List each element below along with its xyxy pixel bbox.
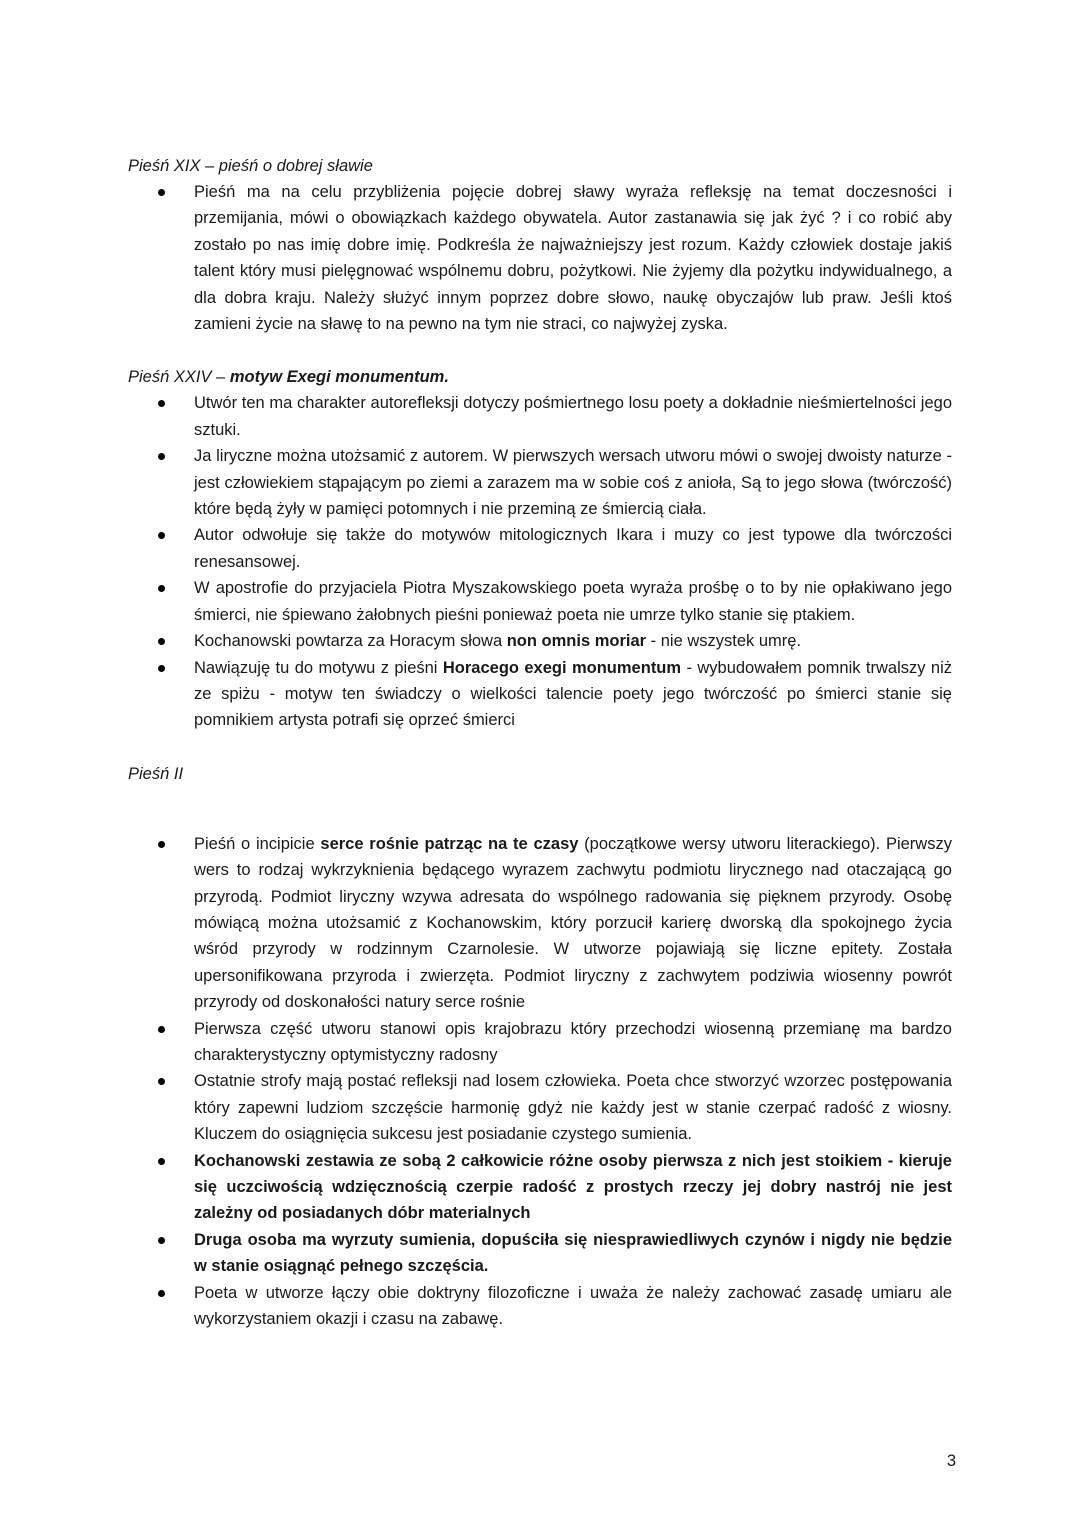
item-text-pre: Pieśń o incipicie — [194, 834, 321, 853]
list-item — [128, 522, 952, 575]
list-item — [128, 655, 952, 734]
bullet-icon — [158, 585, 165, 592]
bullet-list-piesn-xix — [128, 179, 952, 337]
list-item — [128, 390, 952, 443]
item-text: Ostatnie strofy mają postać refleksji nad losem człowieka. Poeta chce stworzyć wzorzec postępowania który zapewni ludziom szczęście harmonię gdyż nie każdy jest w stanie czerpać radość z wiosny. Kluczem do osiągnięcia sukcesu jest posiadanie czystego sumienia. — [194, 1072, 952, 1144]
heading-text: Pieśń XIX – pieśń o dobrej sławie — [128, 157, 373, 175]
item-text: Utwór ten ma charakter autorefleksji dotyczy pośmiertnego losu poety a dokładnie nieśmiertelności jego sztuki. — [194, 394, 952, 439]
list-item — [128, 831, 952, 1016]
heading-text: Pieśń XXIV – — [128, 368, 230, 387]
list-item — [128, 1148, 952, 1227]
bullet-icon — [158, 1158, 165, 1165]
item-text: Ja liryczne można utożsamić z autorem. W pierwszych wersach utworu mówi o swojej dwoisty naturze - jest człowiekiem stąpającym po ziemi a zarazem ma w sobie coś z anioła, Są to jego słowa (twórczość) które będą żyły w pamięci potomnych i nie przeminą ze śmiercią ciała. — [194, 447, 952, 519]
item-text: W apostrofie do przyjaciela Piotra Myszakowskiego poeta wyraża prośbę o to by nie opłakiwano jego śmierci, nie śpiewano żałobnych pieśni ponieważ poeta nie umrze tylko stanie się ptakiem. — [194, 579, 952, 624]
item-text: Poeta w utworze łączy obie doktryny filozoficzne i uważa że należy zachować zasadę umiaru ale wykorzystaniem okazji i czasu na zabawę. — [194, 1283, 952, 1329]
section-heading-piesn-xxiv — [128, 364, 952, 390]
item-text-bold: non omnis moriar — [506, 632, 647, 651]
page-content — [128, 153, 952, 1332]
list-item — [128, 628, 952, 654]
section-heading-piesn-ii — [128, 761, 952, 787]
list-item — [128, 1227, 952, 1280]
item-text-post: - wybudowałem pomnik trwalszy niż ze spiżu - motyw ten świadczy o wielkości talencie poety jego twórczość po śmierci stanie się pomnikiem artysta potrafi się oprzeć śmierci — [194, 658, 952, 730]
item-text: Kochanowski zestawia ze sobą 2 całkowicie różne osoby pierwsza z nich jest stoikiem - kieruje się uczciwością wdzięcznością czerpie radość z prostych rzeczy jej dobry nastrój nie jest zależny od posiadanych dóbr materialnych — [194, 1151, 952, 1223]
item-text: Autor odwołuje się także do motywów mitologicznych Ikara i muzy co jest typowe dla twórczości renesansowej. — [194, 526, 952, 571]
list-item — [128, 575, 952, 628]
list-item — [128, 443, 952, 522]
bullet-icon — [158, 400, 165, 407]
item-text-bold: serce rośnie patrząc na te czasy — [320, 834, 579, 853]
bullet-icon — [158, 532, 165, 539]
item-text-pre: Kochanowski powtarza za Horacym słowa — [194, 632, 507, 651]
item-text: Pierwsza część utworu stanowi opis krajobrazu który przechodzi wiosenną przemianę ma bardzo charakterystyczny optymistyczny radosny — [194, 1019, 952, 1064]
bullet-list-piesn-ii — [128, 831, 952, 1333]
list-item — [128, 1280, 952, 1333]
heading-bold-text: motyw Exegi monumentum. — [229, 368, 449, 387]
item-text-bold: Horacego exegi monumentum — [442, 658, 682, 677]
list-item — [128, 1068, 952, 1147]
item-text: Druga osoba ma wyrzuty sumienia, dopuściła się niesprawiedliwych czynów i nigdy nie będzie w stanie osiągnąć pełnego szczęścia. — [194, 1230, 952, 1276]
bullet-icon — [158, 1078, 165, 1085]
item-text-pre: Nawiązuję tu do motywu z pieśni — [194, 658, 443, 677]
bullet-list-piesn-xxiv — [128, 390, 952, 733]
page-number: 3 — [946, 1452, 956, 1470]
item-text-post: (początkowe wersy utworu literackiego). Pierwszy wers to rodzaj wykrzyknienia będącego wyrazem zachwytu podmiotu lirycznego nad otaczającą go przyrodą. Podmiot liryczny wzywa adresata do wspólnego radowania się pięknem przyrody. Osobę mówiącą można utożsamić z Kochanowskim, który porzucił karierę dworską dla spokojnego życia wśród przyrody w rodzinnym Czarnolesie. W utworze pojawiają się liczne epitety. Została upersonifikowana przyroda i zwierzęta. Podmiot liryczny z zachwytem podziwia wiosenny powrót przyrody od doskonałości natury serce rośnie — [194, 834, 952, 1012]
list-item — [128, 179, 952, 337]
item-text-post: - nie wszystek umrę. — [646, 632, 802, 651]
bullet-icon — [158, 1026, 165, 1033]
heading-text: Pieśń II — [128, 764, 184, 783]
bullet-icon — [158, 1237, 165, 1244]
list-item — [128, 1016, 952, 1069]
bullet-icon — [158, 1290, 165, 1297]
bullet-icon — [158, 665, 165, 672]
bullet-icon — [158, 841, 165, 848]
bullet-icon — [158, 638, 165, 645]
section-heading-piesn-xix — [128, 153, 952, 179]
bullet-icon — [158, 453, 165, 460]
bullet-icon — [158, 189, 165, 196]
item-text: Pieśń ma na celu przybliżenia pojęcie dobrej sławy wyraża refleksję na temat doczesności i przemijania, mówi o obowiązkach każdego obywatela. Autor zastanawia się jak żyć ? i co robić aby zostało po nas imię dobre imię. Podkreśla że najważniejszy jest rozum. Każdy człowiek dostaje jakiś talent który musi pielęgnować wspólnemu dobru, pożytkowi. Nie żyjemy dla pożytku indywidualnego, a dla dobra kraju. Należy służyć innym poprzez dobre słowo, naukę obyczajów lub praw. Jeśli ktoś zamieni życie na sławę to na pewno na tym nie straci, co najwyżej zyska. — [194, 183, 952, 334]
